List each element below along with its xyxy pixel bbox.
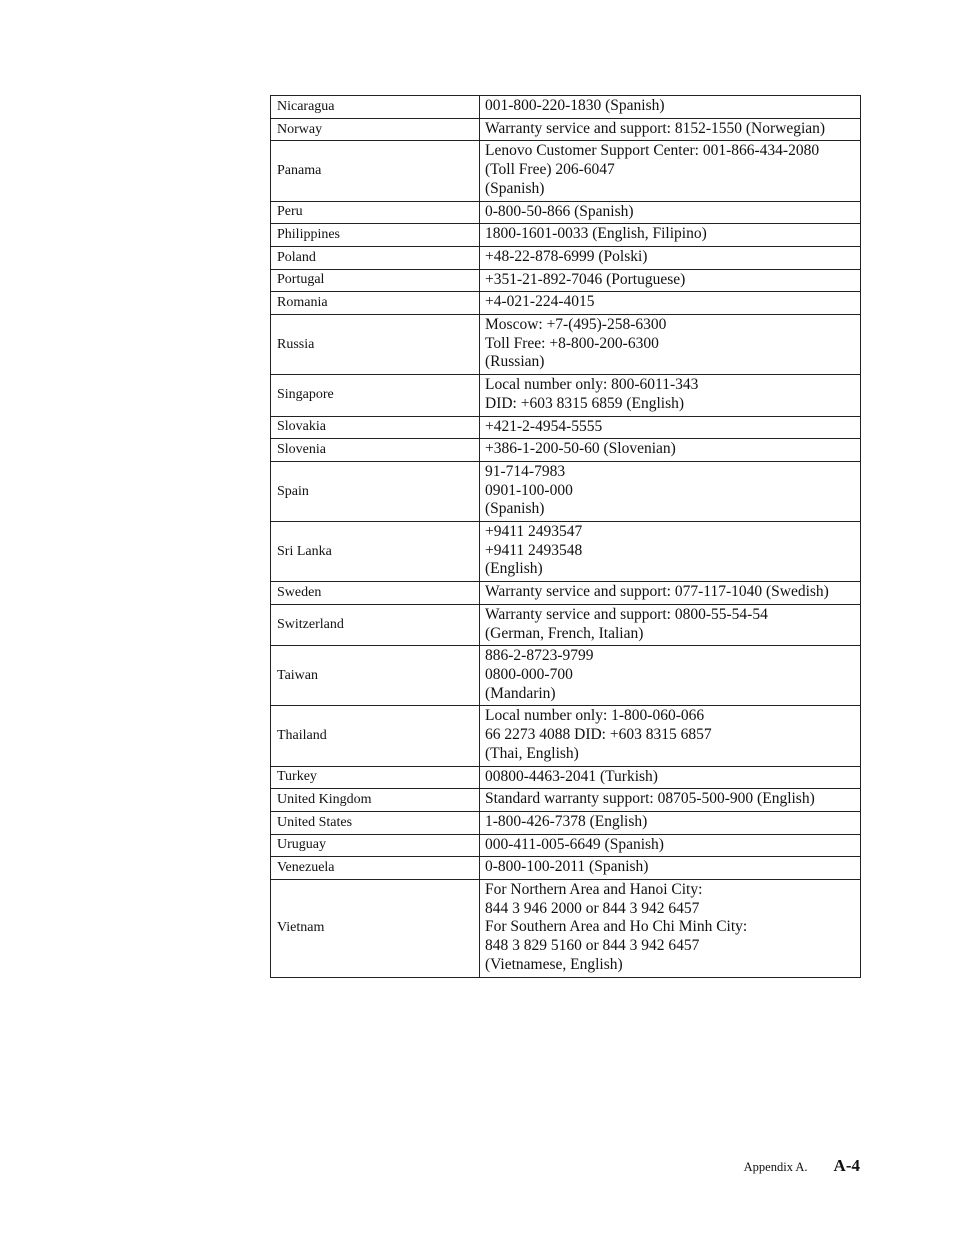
phone-line: 0901-100-000 — [485, 481, 573, 499]
country-cell: Russia — [271, 315, 480, 375]
phone-line: Warranty service and support: 0800-55-54-54 — [485, 605, 768, 623]
phone-line: (Toll Free) 206-6047 — [485, 161, 615, 179]
phone-line: Local number only: 800-6011-343 — [485, 376, 699, 394]
phone-line: (English) — [485, 560, 543, 578]
table-row — [271, 269, 861, 292]
country-cell: Sweden — [271, 582, 480, 605]
phone-line: (Spanish) — [485, 500, 545, 518]
country-cell: Peru — [271, 201, 480, 224]
phone-line: (German, French, Italian) — [485, 624, 644, 642]
phone-line: Warranty service and support: 8152-1550 (Norwegian) — [485, 119, 826, 137]
table-row — [271, 857, 861, 880]
phone-line: (Vietnamese, English) — [485, 955, 623, 973]
phone-cell — [480, 582, 861, 605]
phone-line: 848 3 829 5160 or 844 3 942 6457 — [485, 937, 700, 955]
table-row — [271, 706, 861, 766]
table-row — [271, 811, 861, 834]
country-cell: Poland — [271, 246, 480, 269]
phone-line: +4-021-224-4015 — [485, 293, 595, 311]
table-row — [271, 439, 861, 462]
table-row — [271, 141, 861, 201]
phone-cell — [480, 224, 861, 247]
table-row — [271, 522, 861, 582]
phone-cell — [480, 246, 861, 269]
table-row — [271, 118, 861, 141]
country-cell: Vietnam — [271, 880, 480, 978]
table-row — [271, 582, 861, 605]
phone-line: +351-21-892-7046 (Portuguese) — [485, 270, 686, 288]
table-row — [271, 96, 861, 119]
phone-cell — [480, 522, 861, 582]
phone-line: (Spanish) — [485, 179, 545, 197]
phone-cell — [480, 292, 861, 315]
country-cell: Slovenia — [271, 439, 480, 462]
country-cell: United Kingdom — [271, 789, 480, 812]
phone-line: Moscow: +7-(495)-258-6300 — [485, 316, 667, 334]
phone-line: (Russian) — [485, 353, 545, 371]
country-cell: Slovakia — [271, 416, 480, 439]
table-row — [271, 834, 861, 857]
country-cell: United States — [271, 811, 480, 834]
phone-cell — [480, 118, 861, 141]
phone-line: 1800-1601-0033 (English, Filipino) — [485, 225, 707, 243]
country-cell: Singapore — [271, 375, 480, 416]
phone-cell — [480, 789, 861, 812]
phone-cell — [480, 811, 861, 834]
country-cell: Norway — [271, 118, 480, 141]
support-phone-table — [270, 95, 861, 978]
country-cell: Taiwan — [271, 646, 480, 706]
phone-line: 001-800-220-1830 (Spanish) — [485, 97, 665, 114]
country-cell: Portugal — [271, 269, 480, 292]
phone-cell — [480, 604, 861, 645]
country-cell: Venezuela — [271, 857, 480, 880]
phone-line: 00800-4463-2041 (Turkish) — [485, 767, 658, 785]
country-cell: Philippines — [271, 224, 480, 247]
footer-section-label: Appendix A. — [743, 1160, 808, 1174]
phone-line: +9411 2493547 — [485, 523, 583, 541]
phone-line: Toll Free: +8-800-200-6300 — [485, 334, 659, 352]
table-row — [271, 224, 861, 247]
country-cell: Turkey — [271, 766, 480, 789]
phone-line: 0-800-50-866 (Spanish) — [485, 202, 634, 220]
phone-line: Lenovo Customer Support Center: 001-866-434-2080 — [485, 142, 820, 160]
phone-cell — [480, 201, 861, 224]
phone-cell — [480, 880, 861, 978]
phone-line: Warranty service and support: 077-117-1040 (Swedish) — [485, 583, 829, 601]
table-row — [271, 201, 861, 224]
phone-line: 66 2273 4088 DID: +603 8315 6857 — [485, 726, 712, 744]
phone-line: Local number only: 1-800-060-066 — [485, 707, 705, 725]
table-row — [271, 604, 861, 645]
phone-cell — [480, 646, 861, 706]
country-cell: Panama — [271, 141, 480, 201]
phone-line: (Thai, English) — [485, 744, 579, 762]
phone-cell — [480, 706, 861, 766]
country-cell: Sri Lanka — [271, 522, 480, 582]
country-cell: Nicaragua — [271, 96, 480, 119]
phone-line: Standard warranty support: 08705-500-900 (English) — [485, 790, 815, 808]
phone-line: DID: +603 8315 6859 (English) — [485, 394, 685, 412]
phone-cell — [480, 766, 861, 789]
phone-line: For Southern Area and Ho Chi Minh City: — [485, 918, 748, 936]
table-row — [271, 766, 861, 789]
phone-cell — [480, 439, 861, 462]
phone-cell — [480, 269, 861, 292]
table-row — [271, 246, 861, 269]
phone-line: +9411 2493548 — [485, 541, 583, 559]
phone-cell — [480, 96, 861, 119]
phone-line: 844 3 946 2000 or 844 3 942 6457 — [485, 899, 700, 917]
phone-line: 0-800-100-2011 (Spanish) — [485, 858, 649, 876]
table-row — [271, 375, 861, 416]
country-cell: Switzerland — [271, 604, 480, 645]
phone-line: 000-411-005-6649 (Spanish) — [485, 835, 664, 853]
table-row — [271, 461, 861, 521]
phone-line: 91-714-7983 — [485, 462, 566, 480]
table-row — [271, 315, 861, 375]
country-cell: Thailand — [271, 706, 480, 766]
table-row — [271, 646, 861, 706]
phone-cell — [480, 834, 861, 857]
phone-line: +421-2-4954-5555 — [485, 417, 603, 435]
phone-cell — [480, 141, 861, 201]
phone-line: 0800-000-700 — [485, 665, 573, 683]
phone-line: For Northern Area and Hanoi City: — [485, 881, 703, 899]
table-row — [271, 416, 861, 439]
table-row — [271, 789, 861, 812]
phone-line: +48-22-878-6999 (Polski) — [485, 247, 648, 265]
table-body — [271, 96, 861, 978]
country-cell: Spain — [271, 461, 480, 521]
phone-line: 886-2-8723-9799 — [485, 647, 594, 665]
country-cell: Romania — [271, 292, 480, 315]
table-row — [271, 292, 861, 315]
phone-line: +386-1-200-50-60 (Slovenian) — [485, 440, 676, 458]
phone-cell — [480, 461, 861, 521]
table-row — [271, 880, 861, 978]
phone-line: (Mandarin) — [485, 684, 556, 702]
phone-line: 1-800-426-7378 (English) — [485, 812, 648, 830]
page-footer — [744, 1156, 860, 1176]
phone-cell — [480, 315, 861, 375]
phone-cell — [480, 375, 861, 416]
phone-cell — [480, 857, 861, 880]
page-number: A-4 — [833, 1156, 860, 1175]
phone-cell — [480, 416, 861, 439]
country-cell: Uruguay — [271, 834, 480, 857]
